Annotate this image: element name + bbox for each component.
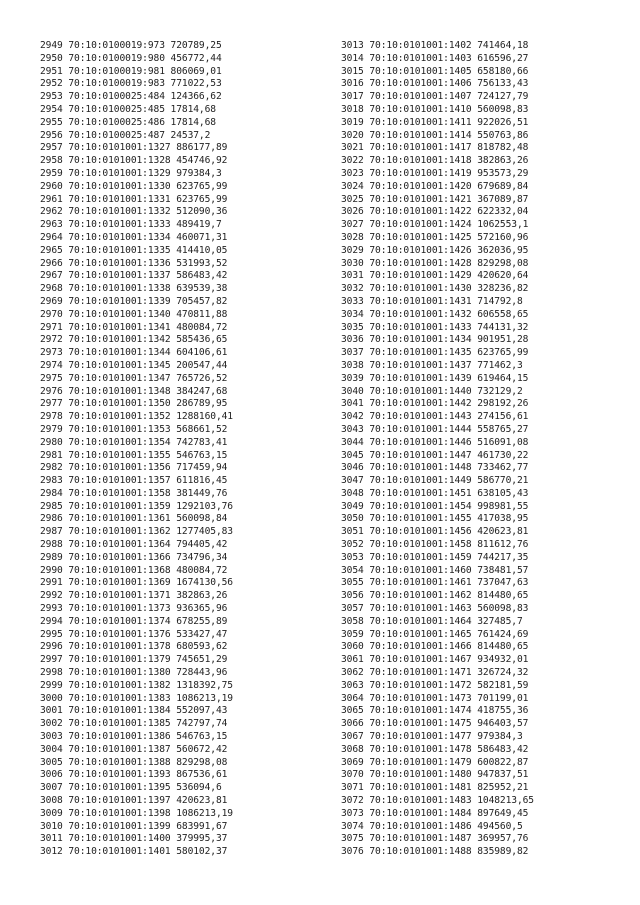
record-line: 3074 70:10:0101001:1486 494560,5: [341, 820, 523, 832]
record-line: 2981 70:10:0101001:1355 546763,15: [40, 449, 228, 461]
record-line: 3056 70:10:0101001:1462 814480,65: [341, 590, 529, 602]
record-line: 2997 70:10:0101001:1379 745651,29: [40, 654, 228, 666]
record-line: 3007 70:10:0101001:1395 536094,6: [40, 782, 222, 794]
record-line: 2958 70:10:0101001:1328 454746,92: [40, 155, 228, 167]
record-line: 3047 70:10:0101001:1449 586770,21: [341, 475, 529, 487]
record-line: 2968 70:10:0101001:1338 639539,38: [40, 283, 228, 295]
record-line: 3004 70:10:0101001:1387 560672,42: [40, 743, 228, 755]
record-line: 3009 70:10:0101001:1398 1086213,19: [40, 807, 233, 819]
record-line: 3018 70:10:0101001:1410 560098,83: [341, 103, 529, 115]
record-line: 3045 70:10:0101001:1447 461730,22: [341, 449, 529, 461]
record-line: 2957 70:10:0101001:1327 886177,89: [40, 142, 228, 154]
record-line: 2996 70:10:0101001:1378 680593,62: [40, 641, 228, 653]
record-line: 2999 70:10:0101001:1382 1318392,75: [40, 679, 233, 691]
record-line: 2976 70:10:0101001:1348 384247,68: [40, 385, 228, 397]
record-line: 3064 70:10:0101001:1473 701199,01: [341, 692, 529, 704]
record-line: 3041 70:10:0101001:1442 298192,26: [341, 398, 529, 410]
record-line: 3060 70:10:0101001:1466 814480,65: [341, 641, 529, 653]
record-line: 2983 70:10:0101001:1357 611816,45: [40, 475, 228, 487]
record-line: 3028 70:10:0101001:1425 572160,96: [341, 231, 529, 243]
record-line: 3073 70:10:0101001:1484 897649,45: [341, 807, 529, 819]
record-line: 3070 70:10:0101001:1480 947837,51: [341, 769, 529, 781]
record-line: 3038 70:10:0101001:1437 771462,3: [341, 359, 523, 371]
record-line: 2969 70:10:0101001:1339 705457,82: [40, 295, 228, 307]
record-line: 3014 70:10:0101001:1403 616596,27: [341, 52, 529, 64]
record-line: 3032 70:10:0101001:1430 328236,82: [341, 283, 529, 295]
record-line: 3054 70:10:0101001:1460 738481,57: [341, 564, 529, 576]
record-line: 2994 70:10:0101001:1374 678255,89: [40, 615, 228, 627]
record-line: 2975 70:10:0101001:1347 765726,52: [40, 372, 228, 384]
record-line: 3075 70:10:0101001:1487 369957,76: [341, 833, 529, 845]
record-line: 3000 70:10:0101001:1383 1086213,19: [40, 692, 233, 704]
record-line: 2989 70:10:0101001:1366 734796,34: [40, 551, 228, 563]
record-line: 3027 70:10:0101001:1424 1062553,1: [341, 219, 529, 231]
record-line: 3043 70:10:0101001:1444 558765,27: [341, 423, 529, 435]
record-line: 3001 70:10:0101001:1384 552097,43: [40, 705, 228, 717]
record-line: 3024 70:10:0101001:1420 679689,84: [341, 180, 529, 192]
record-line: 3053 70:10:0101001:1459 744217,35: [341, 551, 529, 563]
record-line: 3046 70:10:0101001:1448 733462,77: [341, 462, 529, 474]
record-line: 3037 70:10:0101001:1435 623765,99: [341, 347, 529, 359]
record-line: 2949 70:10:0100019:973 720789,25: [40, 40, 222, 51]
record-line: 3049 70:10:0101001:1454 998981,55: [341, 500, 529, 512]
record-line: 2982 70:10:0101001:1356 717459,94: [40, 462, 228, 474]
record-line: 2974 70:10:0101001:1345 200547,44: [40, 359, 228, 371]
record-line: 3016 70:10:0101001:1406 756133,43: [341, 78, 529, 90]
record-line: 2979 70:10:0101001:1353 568661,52: [40, 423, 228, 435]
record-line: 3040 70:10:0101001:1440 732129,2: [341, 385, 523, 397]
record-line: 2955 70:10:0100025:486 17814,68: [40, 116, 216, 128]
record-line: 2965 70:10:0101001:1335 414410,05: [40, 244, 228, 256]
left-column: [40, 40, 310, 859]
record-line: 2973 70:10:0101001:1344 604106,61: [40, 347, 228, 359]
record-line: 2967 70:10:0101001:1337 586483,42: [40, 270, 228, 282]
record-line: 3050 70:10:0101001:1455 417038,95: [341, 513, 529, 525]
record-line: 3031 70:10:0101001:1429 420620,64: [341, 270, 529, 282]
record-line: 3071 70:10:0101001:1481 825952,21: [341, 782, 529, 794]
record-line: 3063 70:10:0101001:1472 582181,59: [341, 679, 529, 691]
record-line: 2961 70:10:0101001:1331 623765,99: [40, 193, 228, 205]
record-line: 3006 70:10:0101001:1393 867536,61: [40, 769, 228, 781]
record-line: 3065 70:10:0101001:1474 418755,36: [341, 705, 529, 717]
record-line: 2978 70:10:0101001:1352 1288160,41: [40, 411, 233, 423]
record-line: 2972 70:10:0101001:1342 585436,65: [40, 334, 228, 346]
right-column: [341, 40, 611, 859]
record-line: 3005 70:10:0101001:1388 829298,08: [40, 756, 228, 768]
record-line: 2960 70:10:0101001:1330 623765,99: [40, 180, 228, 192]
record-line: 3068 70:10:0101001:1478 586483,42: [341, 743, 529, 755]
record-line: 3059 70:10:0101001:1465 761424,69: [341, 628, 529, 640]
record-line: 2953 70:10:0100025:484 124366,62: [40, 91, 222, 103]
record-line: 2952 70:10:0100019:983 771022,53: [40, 78, 222, 90]
record-line: 3012 70:10:0101001:1401 580102,37: [40, 846, 228, 858]
record-line: 3013 70:10:0101001:1402 741464,18: [341, 40, 529, 51]
record-line: 3029 70:10:0101001:1426 362036,95: [341, 244, 529, 256]
record-line: 2956 70:10:0100025:487 24537,2: [40, 129, 211, 141]
record-line: 3061 70:10:0101001:1467 934932,01: [341, 654, 529, 666]
record-line: 2971 70:10:0101001:1341 480084,72: [40, 321, 228, 333]
record-line: 2977 70:10:0101001:1350 286789,95: [40, 398, 228, 410]
record-line: 2959 70:10:0101001:1329 979384,3: [40, 167, 222, 179]
record-line: 3051 70:10:0101001:1456 420623,81: [341, 526, 529, 538]
record-line: 3025 70:10:0101001:1421 367089,87: [341, 193, 529, 205]
record-line: 3039 70:10:0101001:1439 619464,15: [341, 372, 529, 384]
record-line: 2991 70:10:0101001:1369 1674130,56: [40, 577, 233, 589]
record-line: 2950 70:10:0100019:980 456772,44: [40, 52, 222, 64]
record-line: 3052 70:10:0101001:1458 811612,76: [341, 539, 529, 551]
record-line: 2964 70:10:0101001:1334 460071,31: [40, 231, 228, 243]
record-line: 3015 70:10:0101001:1405 658180,66: [341, 65, 529, 77]
record-line: 2984 70:10:0101001:1358 381449,76: [40, 487, 228, 499]
record-line: 2963 70:10:0101001:1333 489419,7: [40, 219, 222, 231]
record-line: 3017 70:10:0101001:1407 724127,79: [341, 91, 529, 103]
record-line: 2988 70:10:0101001:1364 794405,42: [40, 539, 228, 551]
record-line: 2992 70:10:0101001:1371 382863,26: [40, 590, 228, 602]
record-line: 3066 70:10:0101001:1475 946403,57: [341, 718, 529, 730]
record-line: 2987 70:10:0101001:1362 1277405,83: [40, 526, 233, 538]
record-line: 2986 70:10:0101001:1361 560098,84: [40, 513, 228, 525]
record-line: 3062 70:10:0101001:1471 326724,32: [341, 667, 529, 679]
record-line: 3003 70:10:0101001:1386 546763,15: [40, 731, 228, 743]
record-line: 3067 70:10:0101001:1477 979384,3: [341, 731, 523, 743]
record-line: 3048 70:10:0101001:1451 638105,43: [341, 487, 529, 499]
record-line: 2951 70:10:0100019:981 806069,01: [40, 65, 222, 77]
record-line: 3033 70:10:0101001:1431 714792,8: [341, 295, 523, 307]
record-line: 2985 70:10:0101001:1359 1292103,76: [40, 500, 233, 512]
record-line: 3010 70:10:0101001:1399 683991,67: [40, 820, 228, 832]
record-line: 2966 70:10:0101001:1336 531993,52: [40, 257, 228, 269]
record-line: 3021 70:10:0101001:1417 818782,48: [341, 142, 529, 154]
record-line: 3076 70:10:0101001:1488 835989,82: [341, 846, 529, 858]
record-line: 2995 70:10:0101001:1376 533427,47: [40, 628, 228, 640]
record-line: 3011 70:10:0101001:1400 379995,37: [40, 833, 228, 845]
record-line: 3022 70:10:0101001:1418 382863,26: [341, 155, 529, 167]
record-line: 2962 70:10:0101001:1332 512090,36: [40, 206, 228, 218]
record-line: 3057 70:10:0101001:1463 560098,83: [341, 603, 529, 615]
record-line: 3019 70:10:0101001:1411 922026,51: [341, 116, 529, 128]
record-line: 2970 70:10:0101001:1340 470811,88: [40, 308, 228, 320]
record-line: 3058 70:10:0101001:1464 327485,7: [341, 615, 523, 627]
record-line: 3034 70:10:0101001:1432 606558,65: [341, 308, 529, 320]
record-line: 3042 70:10:0101001:1443 274156,61: [341, 411, 529, 423]
record-line: 3020 70:10:0101001:1414 550763,86: [341, 129, 529, 141]
record-line: 3035 70:10:0101001:1433 744131,32: [341, 321, 529, 333]
record-line: 3072 70:10:0101001:1483 1048213,65: [341, 795, 534, 807]
record-line: 3030 70:10:0101001:1428 829298,08: [341, 257, 529, 269]
record-line: 3036 70:10:0101001:1434 901951,28: [341, 334, 529, 346]
record-line: 2980 70:10:0101001:1354 742783,41: [40, 436, 228, 448]
record-line: 3044 70:10:0101001:1446 516091,08: [341, 436, 529, 448]
record-line: 2954 70:10:0100025:485 17814,68: [40, 103, 216, 115]
record-line: 3023 70:10:0101001:1419 953573,29: [341, 167, 529, 179]
record-line: 2998 70:10:0101001:1380 728443,96: [40, 667, 228, 679]
record-line: 3026 70:10:0101001:1422 622332,04: [341, 206, 529, 218]
record-line: 2993 70:10:0101001:1373 936365,96: [40, 603, 228, 615]
record-line: 3002 70:10:0101001:1385 742797,74: [40, 718, 228, 730]
record-line: 3008 70:10:0101001:1397 420623,81: [40, 795, 228, 807]
record-line: 3069 70:10:0101001:1479 600822,87: [341, 756, 529, 768]
record-line: 2990 70:10:0101001:1368 480084,72: [40, 564, 228, 576]
record-line: 3055 70:10:0101001:1461 737047,63: [341, 577, 529, 589]
